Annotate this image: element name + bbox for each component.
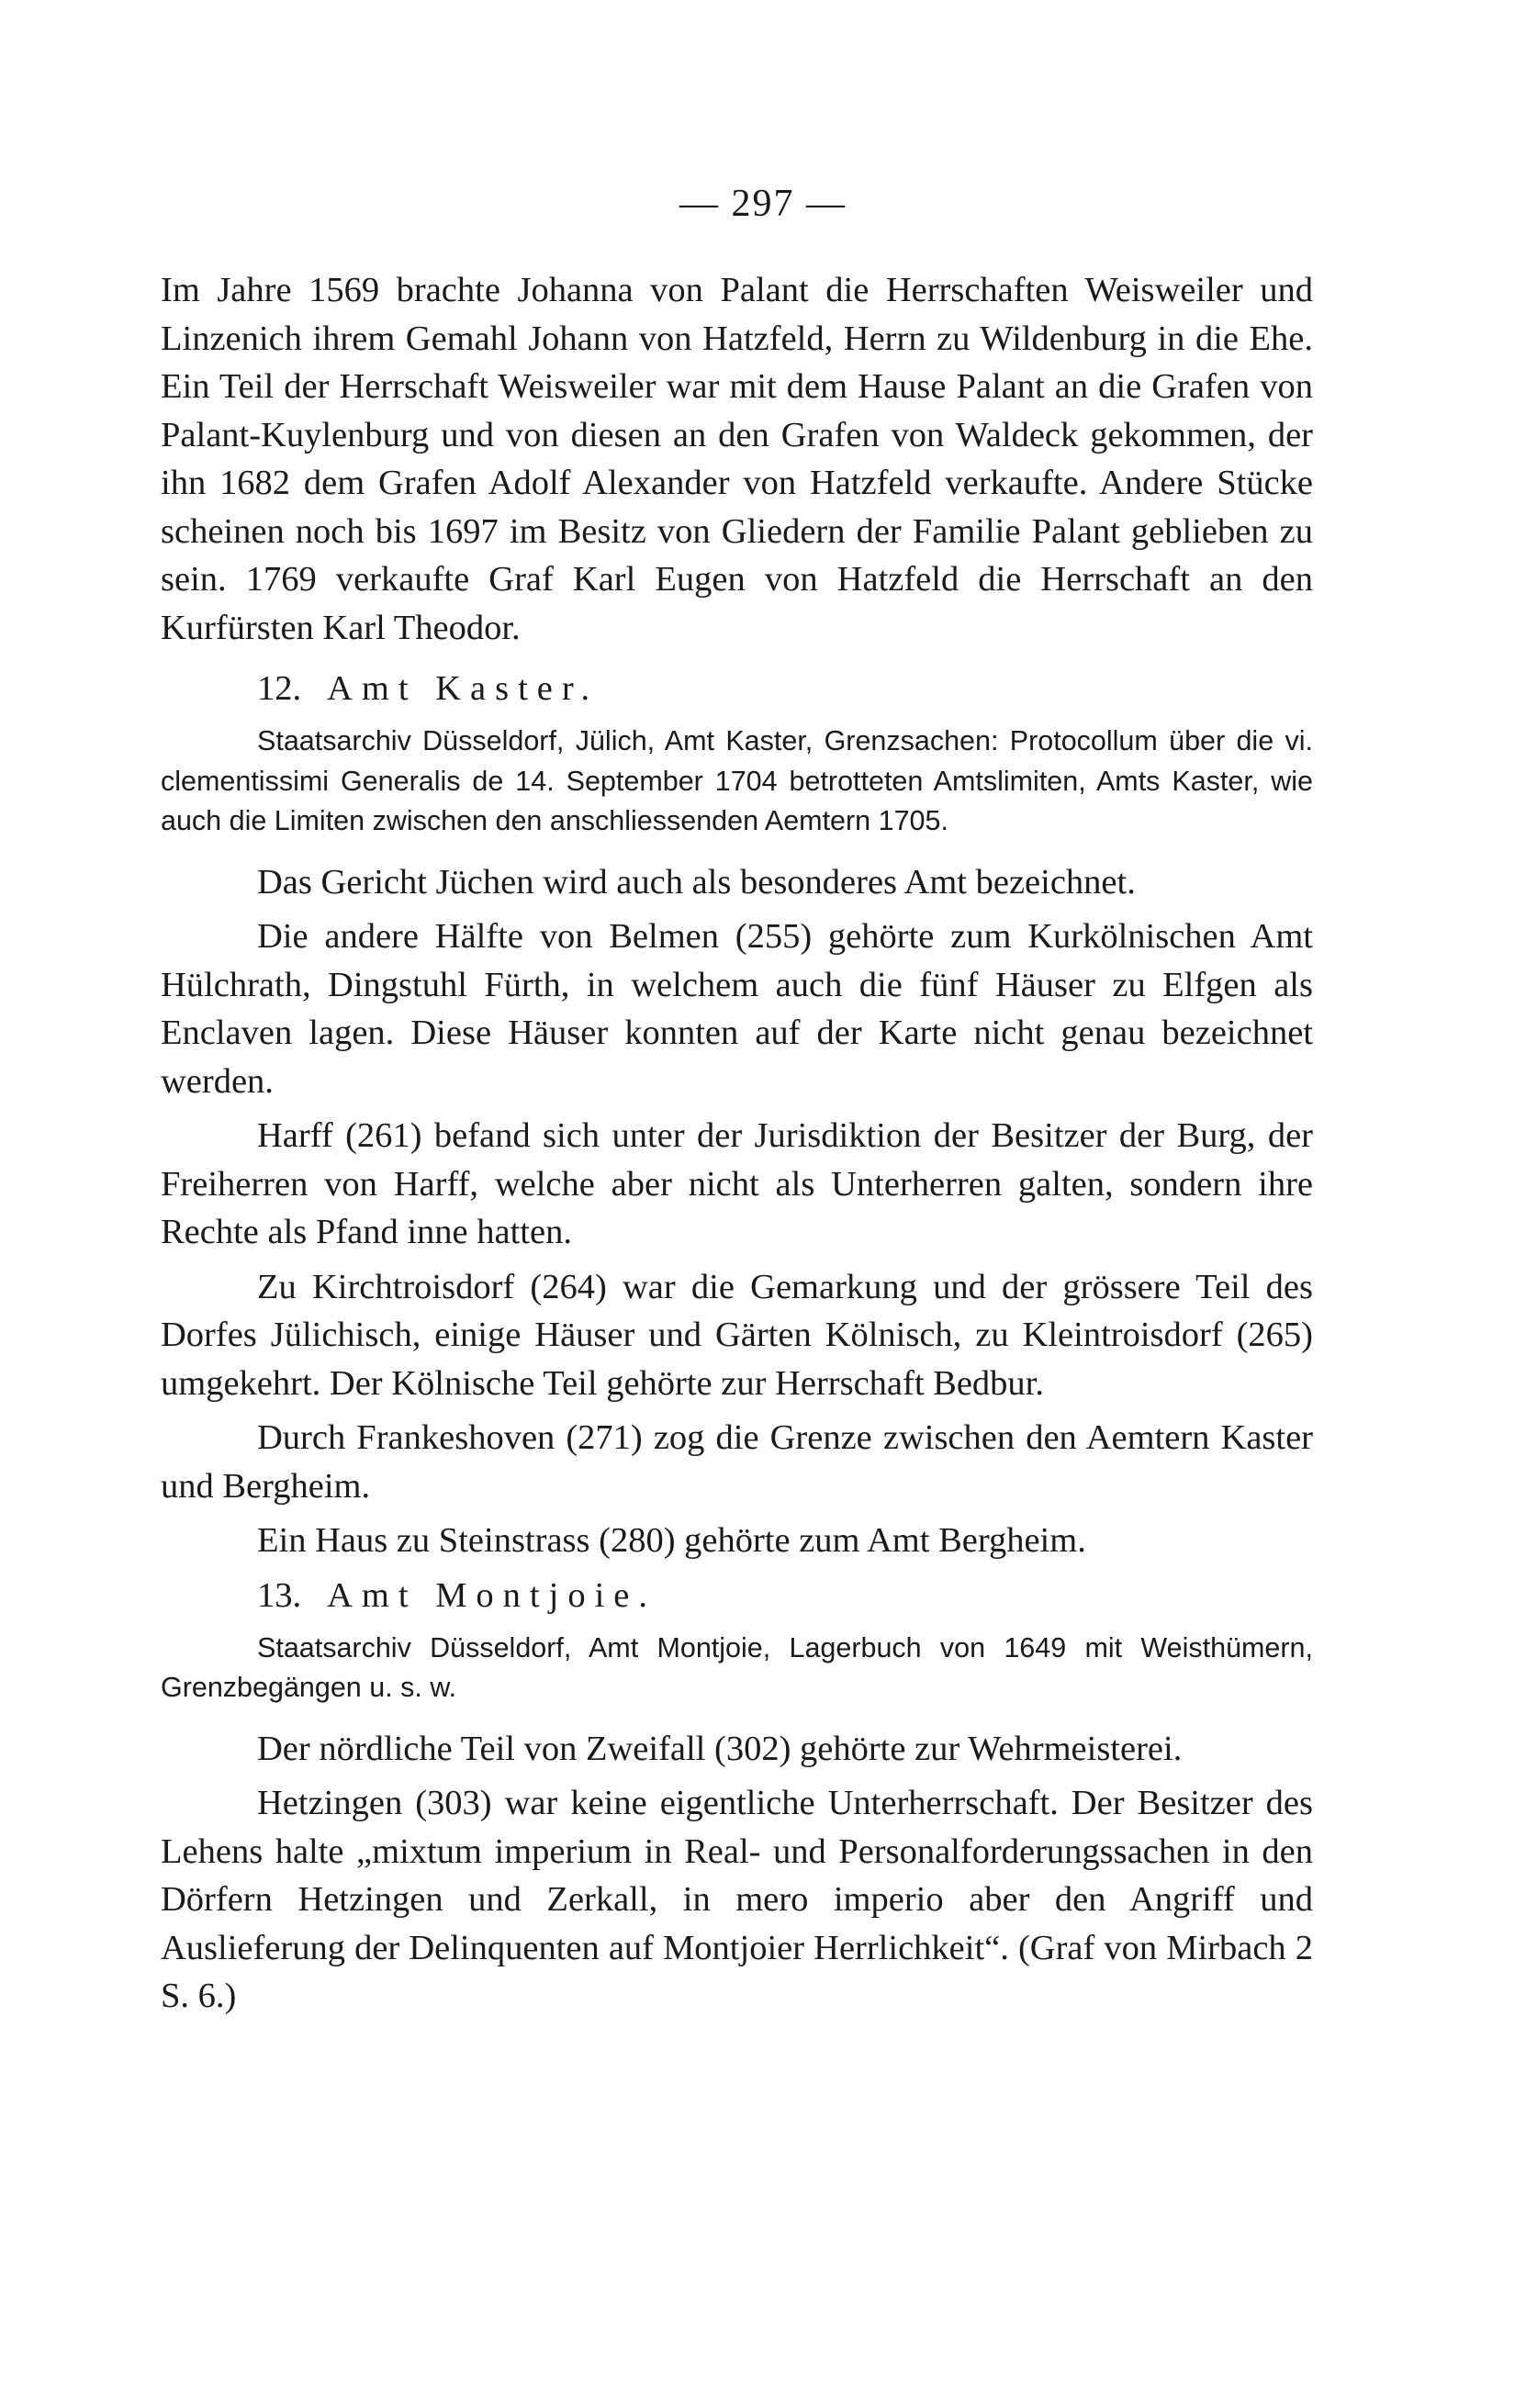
paragraph: Harff (261) befand sich unter der Jurisdiktion der Besitzer der Burg, der Freiherren von Harff, welche aber nicht als Unterherren galten, sondern ihre Rechte als Pfand inne hatten. — [161, 1116, 1313, 1251]
intro-paragraph: Im Jahre 1569 brachte Johanna von Palant die Herrschaften Weisweiler und Linzenich ihrem Gemahl Johann von Hatzfeld, Herrn zu Wildenburg in die Ehe. Ein Teil der Herrschaft Weisweiler war mit dem Hause Palant an die Grafen von Palant-Kuylenburg und von diesen an den Grafen von Waldeck gekommen, der ihn 1682 dem Grafen Adolf Alexander von Hatzfeld verkaufte. Andere Stücke scheinen noch bis 1697 im Besitz von Gliedern der Familie Palant geblieben zu sein. 1769 verkaufte Graf Karl Eugen von Hatzfeld die Herrschaft an den Kurfürsten Karl Theodor. — [161, 271, 1313, 647]
paragraph: Die andere Hälfte von Belmen (255) gehörte zum Kurkölnischen Amt Hülchrath, Dingstuhl Fürth, in welchem auch die fünf Häuser zu Elfgen als Enclaven lagen. Diese Häuser konnten auf der Karte nicht genau bezeichnet werden. — [161, 917, 1313, 1101]
section-title: Amt Kaster. — [327, 669, 600, 708]
paragraph: Das Gericht Jüchen wird auch als besonderes Amt bezeichnet. — [257, 862, 1136, 902]
section-title: Amt Montjoie. — [327, 1575, 656, 1615]
section-number: 13. — [257, 1575, 302, 1615]
page-number: — 297 — — [679, 183, 847, 225]
paragraph: Hetzingen (303) war keine eigentliche Unterherrschaft. Der Besitzer des Lehens halte „mixtum imperium in Real- und Personalforderungssachen in den Dörfern Hetzingen und Zerkall, in mero imperio aber den Angriff und Auslieferung der Delinquenten auf Montjoier Herrlichkeit“. (Graf von Mirbach 2 S. 6.) — [161, 1784, 1313, 2015]
page-body — [161, 266, 1313, 2027]
section-number: 12. — [257, 669, 302, 708]
source-note: Staatsarchiv Düsseldorf, Jülich, Amt Kaster, Grenzsachen: Protocollum über die vi. clementissimi Generalis de 14. September 1704 betrotteten Amtslimiten, Amts Kaster, wie auch die Limiten zwischen den anschliessenden Aemtern 1705. — [161, 725, 1313, 836]
section-heading-12 — [257, 665, 1313, 712]
source-note: Staatsarchiv Düsseldorf, Amt Montjoie, Lagerbuch von 1649 mit Weisthümern, Grenzbegängen u. s. w. — [161, 1631, 1313, 1703]
paragraph: Zu Kirchtroisdorf (264) war die Gemarkung und der grössere Teil des Dorfes Jülichisch, einige Häuser und Gärten Kölnisch, zu Kleintroisdorf (265) umgekehrt. Der Kölnische Teil gehörte zur Herrschaft Bedbur. — [161, 1267, 1313, 1403]
section-heading-13 — [257, 1572, 1313, 1619]
paragraph: Der nördliche Teil von Zweifall (302) gehörte zur Wehrmeisterei. — [257, 1729, 1183, 1768]
paragraph: Ein Haus zu Steinstrass (280) gehörte zum Amt Bergheim. — [257, 1521, 1086, 1560]
paragraph: Durch Frankeshoven (271) zog die Grenze zwischen den Aemtern Kaster und Bergheim. — [161, 1418, 1313, 1506]
